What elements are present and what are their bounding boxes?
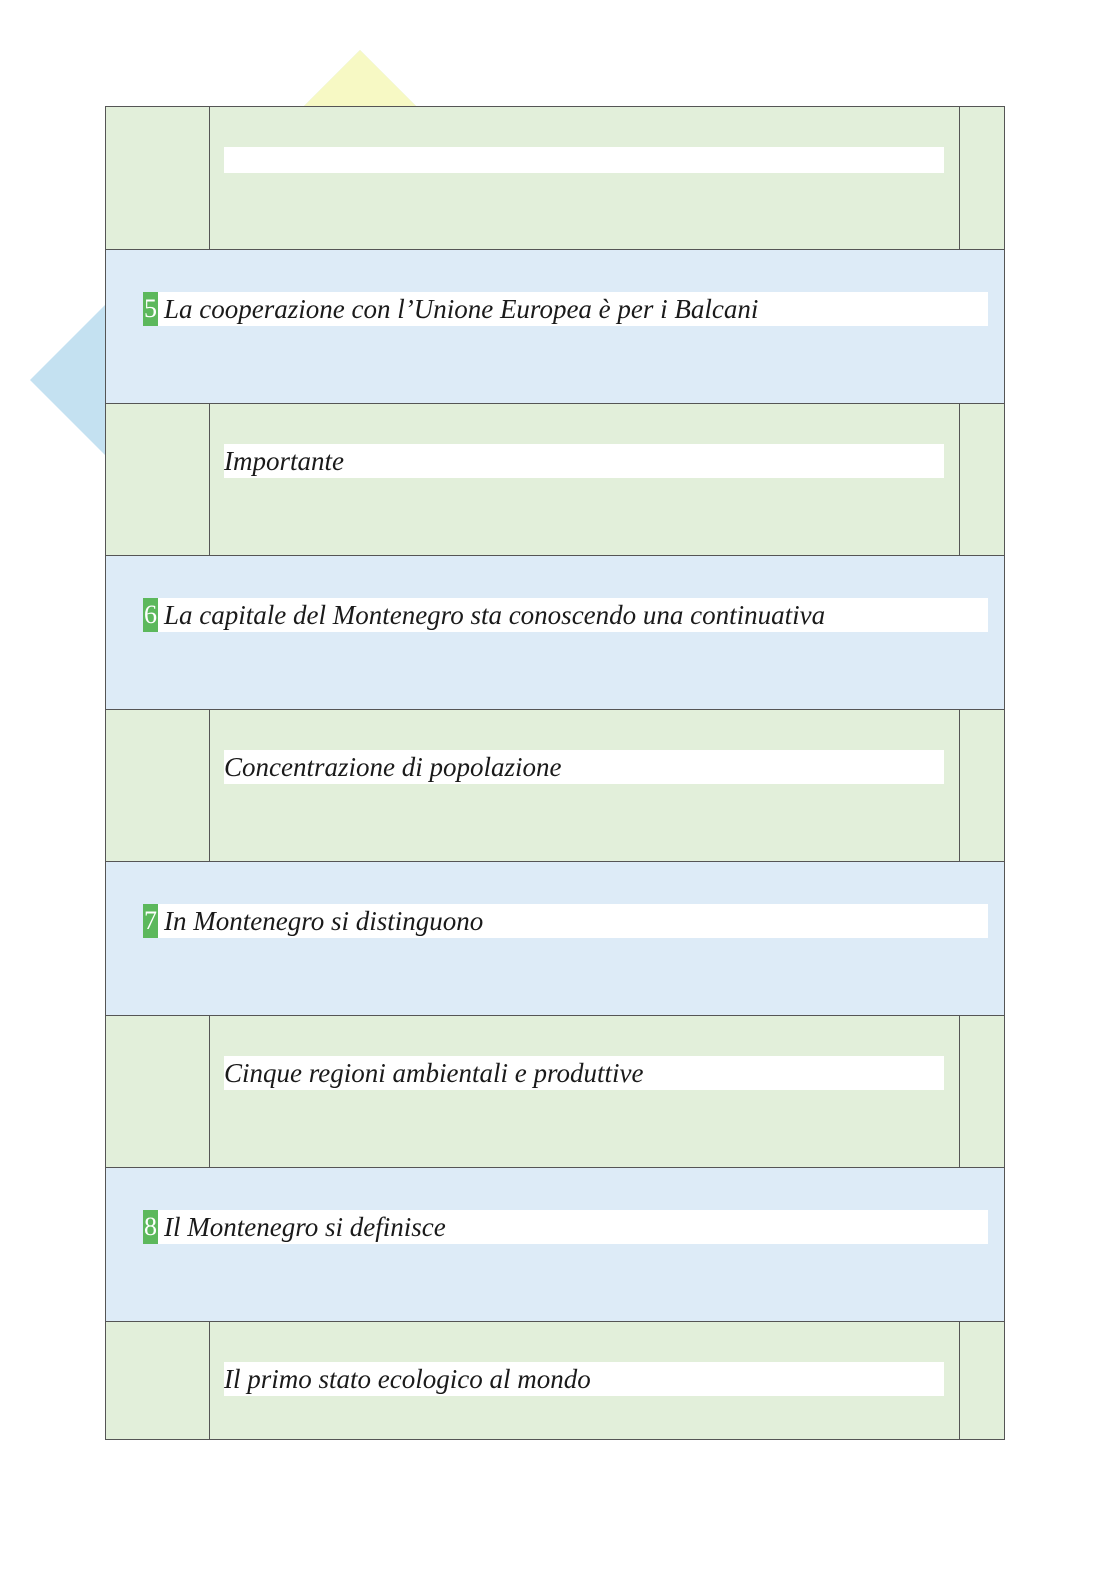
answer-box [224, 1362, 944, 1396]
question-box [143, 1210, 988, 1244]
answer-row [106, 1016, 1004, 1168]
question-row [106, 1168, 1004, 1322]
question-text: La cooperazione con l’Unione Europea è per i Balcani [164, 293, 759, 324]
question-text: In Montenegro si distinguono [164, 905, 484, 936]
question-text: Il Montenegro si definisce [164, 1211, 446, 1242]
question-row [106, 250, 1004, 404]
answer-right-cell [959, 1322, 1004, 1439]
quiz-table [105, 106, 1005, 1440]
answer-row [106, 404, 1004, 556]
answer-text: Il primo stato ecologico al mondo [224, 1363, 591, 1394]
answer-right-cell [959, 710, 1004, 861]
question-text: La capitale del Montenegro sta conoscendo una continuativa [164, 599, 826, 630]
answer-row [106, 710, 1004, 862]
answer-row [106, 107, 1004, 250]
answer-left-cell [106, 1322, 210, 1439]
answer-left-cell [106, 1016, 210, 1167]
question-number: 7 [143, 904, 158, 938]
answer-left-cell [106, 107, 210, 249]
answer-left-cell [106, 710, 210, 861]
answer-box [224, 444, 944, 478]
answer-text: Importante [224, 445, 344, 476]
answer-text: Concentrazione di popolazione [224, 751, 562, 782]
answer-left-cell [106, 404, 210, 555]
answer-box [224, 1056, 944, 1090]
question-number: 5 [143, 292, 158, 326]
answer-right-cell [959, 404, 1004, 555]
question-box [143, 598, 988, 632]
answer-text: Cinque regioni ambientali e produttive [224, 1057, 644, 1088]
answer-right-cell [959, 107, 1004, 249]
question-row [106, 556, 1004, 710]
answer-box [224, 750, 944, 784]
question-number: 8 [143, 1210, 158, 1244]
question-number: 6 [143, 598, 158, 632]
question-box [143, 904, 988, 938]
answer-box [224, 147, 944, 173]
question-box [143, 292, 988, 326]
answer-row [106, 1322, 1004, 1440]
question-row [106, 862, 1004, 1016]
answer-right-cell [959, 1016, 1004, 1167]
